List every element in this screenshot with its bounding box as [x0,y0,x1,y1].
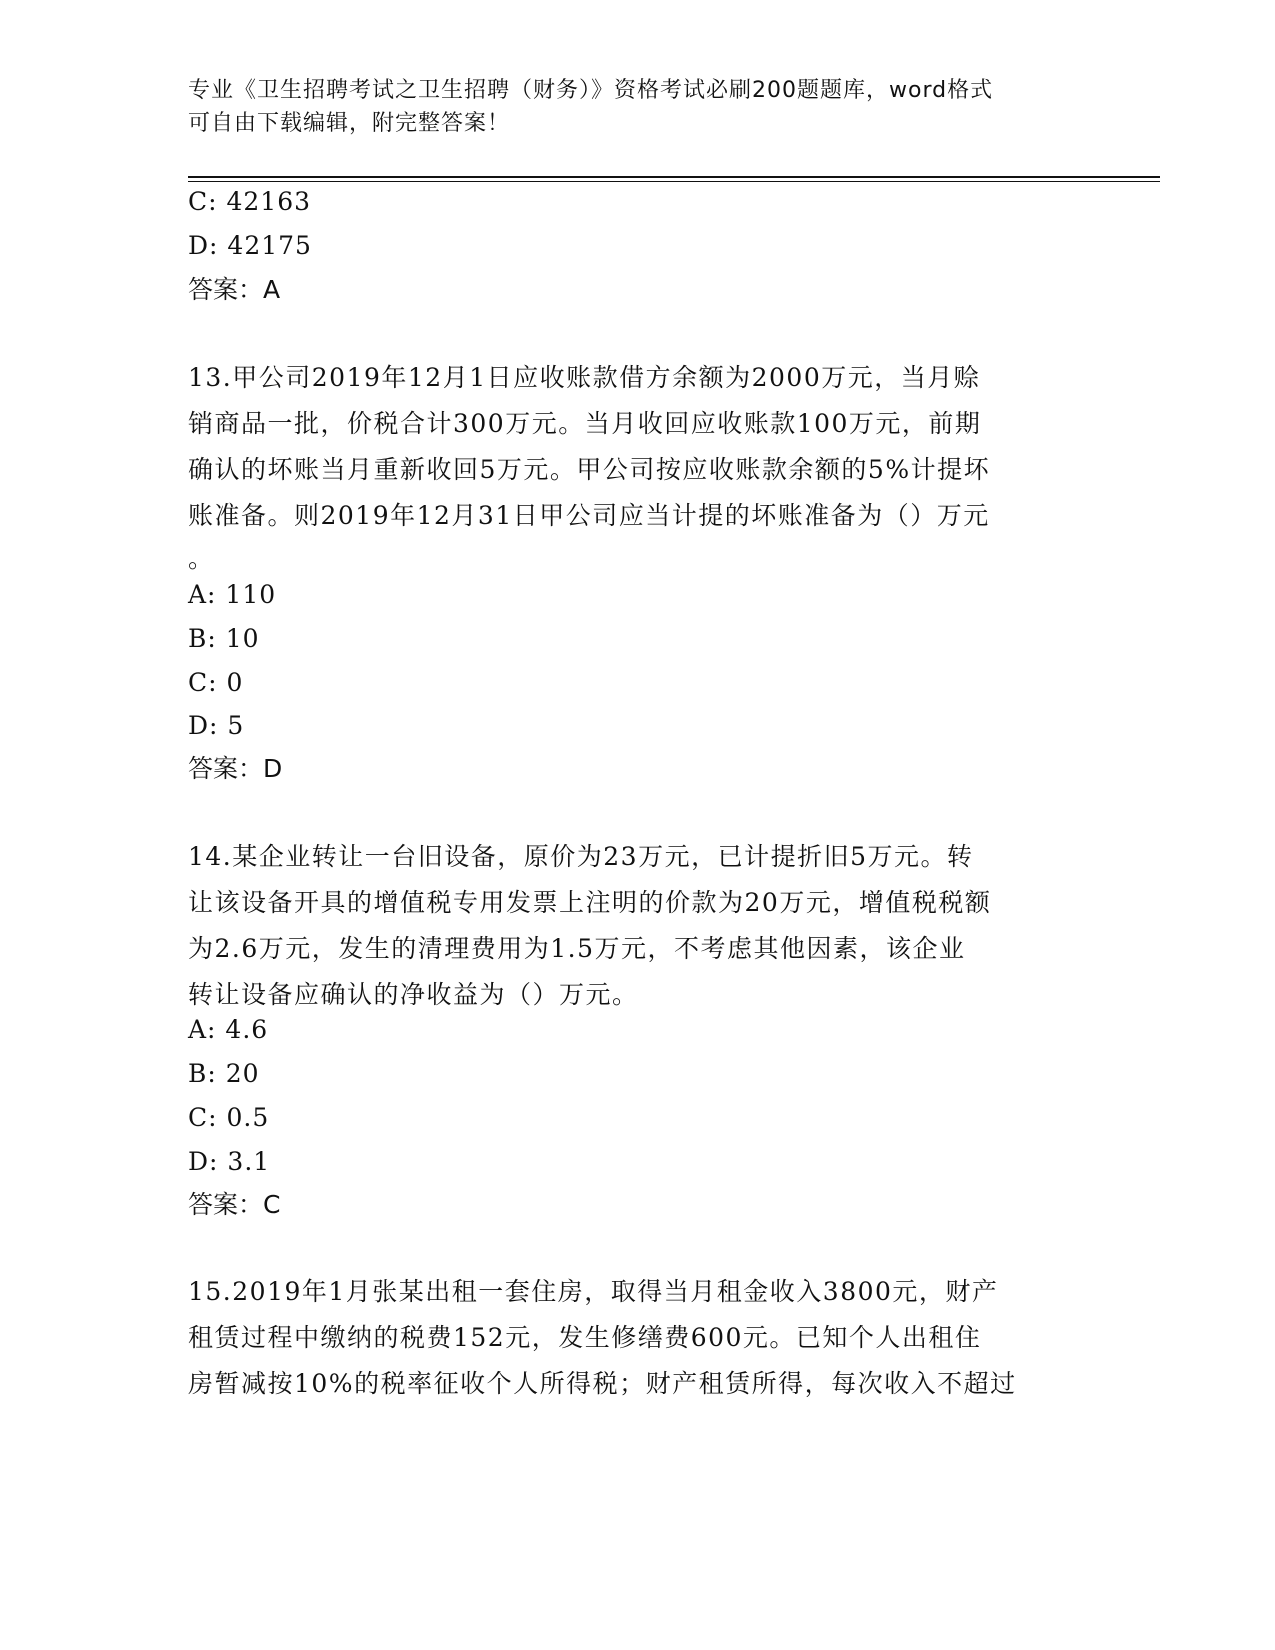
stem-line: 账准备。则2019年12月31日甲公司应当计提的坏账准备为（）万元 [188,501,990,530]
option-b: B: 20 [188,1059,260,1088]
question-15-stem [188,1269,1088,1407]
option-c: C: 0.5 [188,1103,270,1132]
option-d: D: 42175 [188,231,312,260]
stem-line: 。 [188,544,215,573]
answer-label: 答案：A [188,275,281,304]
stem-line: 确认的坏账当月重新收回5万元。甲公司按应收账款余额的5%计提坏 [188,455,991,484]
option-c: C: 0 [188,668,244,697]
option-b: B: 10 [188,624,260,653]
option-d: D: 3.1 [188,1147,271,1176]
stem-line: 转让设备应确认的净收益为（）万元。 [188,980,639,1009]
header-divider [188,176,1160,178]
option-c: C: 42163 [188,187,312,216]
question-13-stem [188,355,1088,579]
answer-label: 答案：C [188,1190,281,1219]
option-a: A: 110 [188,580,277,609]
stem-line: 为2.6万元，发生的清理费用为1.5万元，不考虑其他因素，该企业 [188,934,966,963]
stem-line: 房暂减按10%的税率征收个人所得税；财产租赁所得，每次收入不超过 [188,1369,1017,1398]
document-header [188,74,1088,140]
stem-line: 租赁过程中缴纳的税费152元，发生修缮费600元。已知个人出租住 [188,1323,982,1352]
answer-label: 答案：D [188,754,283,783]
header-line-1: 专业《卫生招聘考试之卫生招聘（财务）》资格考试必刷200题题库，word格式 [188,78,994,103]
question-14-stem [188,834,1088,1018]
header-line-2: 可自由下载编辑，附完整答案！ [188,111,511,136]
header-divider-thin [188,181,1160,182]
stem-line: 14.某企业转让一台旧设备，原价为23万元，已计提折旧5万元。转 [188,842,974,871]
stem-line: 让该设备开具的增值税专用发票上注明的价款为20万元，增值税税额 [188,888,992,917]
option-a: A: 4.6 [188,1015,269,1044]
stem-line: 13.甲公司2019年12月1日应收账款借方余额为2000万元，当月赊 [188,363,981,392]
stem-line: 15.2019年1月张某出租一套住房，取得当月租金收入3800元，财产 [188,1277,999,1306]
option-d: D: 5 [188,711,245,740]
stem-line: 销商品一批，价税合计300万元。当月收回应收账款100万元，前期 [188,409,982,438]
